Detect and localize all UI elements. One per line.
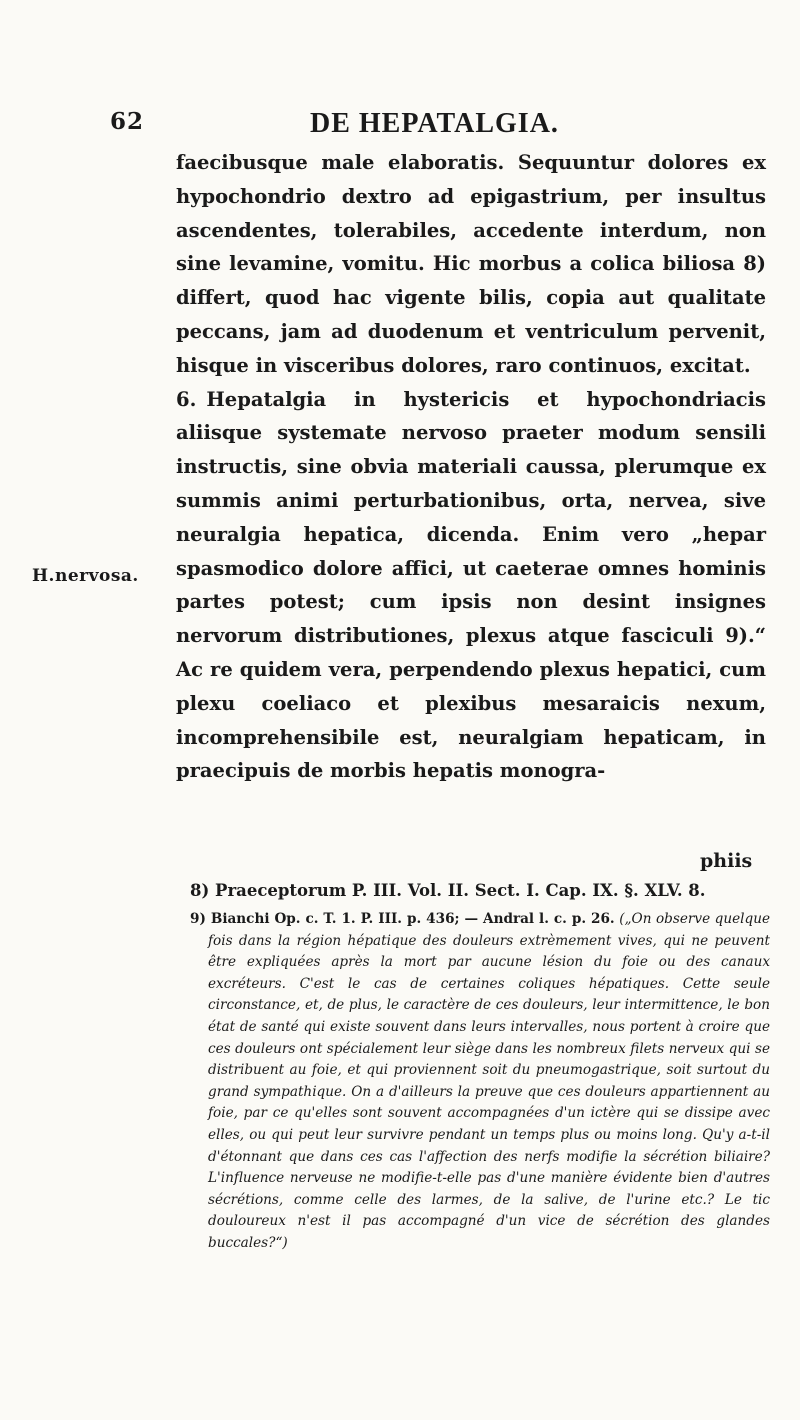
footnote-9-quotation: („On observe quelque fois dans la région hépatique des douleurs extrèmement vives, qui ne peuvent être expliquées après la mort par aucune lésion du foie ou des canaux excréteurs. C'est le cas de certaines coliques hépatiques. Cette seule circonstance, et, de plus, le caractère de ces douleurs, leur intermittence, le bon état de santé qui existe souvent dans leurs intervalles, nous portent à croire que ces douleurs ont spécialement leur siège dans les nombreux filets nerveux qui se distribuent au foie, et qui proviennent soit du pneumogastrique, soit surtout du grand sympathique. On a d'ailleurs la preuve que ces douleurs appartiennent au foie, par ce qu'elles sont souvent accompagnées d'un ictère qui se dissipe avec elles, ou qui peut leur survivre pendant un temps plus ou moins long. Qu'y a-t-il d'étonnant que dans ces cas l'affection des nerfs modifie la sécrétion biliaire? L'influence nerveuse ne modifie-t-elle pas d'une manière évidente bien d'autres sécrétions, comme celle des larmes, de la salive, de l'urine etc.? Le tic douloureux n'est il pas accompagné d'un vice de sécrétion des glandes buccales?“) — [208, 911, 770, 1251]
paragraph-number: 6. — [176, 387, 197, 411]
footnote-9 — [190, 909, 770, 1255]
page-number: 62 — [110, 108, 145, 135]
running-head — [110, 108, 750, 144]
paragraph-continued: faecibusque male elaboratis. Sequuntur dolores ex hypochondrio dextro ad epigastrium, per insultus ascendentes, tolerabiles, accedente interdum, non sine levamine, vomitu. Hic morbus a colica biliosa 8) differt, quod hac vigente bilis, copia aut qualitate peccans, jam ad duodenum et ventriculum pervenit, hisque in visceribus dolores, raro continuos, excitat. — [176, 151, 766, 377]
margin-note: H.nervosa. — [32, 566, 139, 586]
main-text — [176, 146, 766, 788]
catchword: phiis — [700, 850, 753, 872]
footnote-9-para — [190, 909, 770, 1255]
footnote-9-reference: 9) Bianchi Op. c. T. 1. P. III. p. 436; — Andral l. c. p. 26. — [190, 911, 615, 927]
paragraph-6-text: Hepatalgia in hystericis et hypochondriacis aliisque systemate nervoso praeter modum sensili instructis, sine obvia materiali caussa, plerumque ex summis animi perturbationibus, orta, nervea, sive neuralgia hepatica, dicenda. Enim vero „hepar spasmodico dolore affici, ut caeterae omnes hominis partes potest; cum ipsis non desint insignes nervorum distributiones, plexus atque fasciculi 9).“ Ac re quidem vera, perpendendo plexus hepatici, cum plexu coeliaco et plexibus mesaraicis nexum, incomprehensibile est, neuralgiam hepaticam, in praecipuis de morbis hepatis monogra- — [176, 387, 766, 783]
paragraph-6 — [176, 383, 766, 789]
footnote-8: 8) Praeceptorum P. III. Vol. II. Sect. I. Cap. IX. §. XLV. 8. — [190, 881, 706, 900]
running-title: DE HEPATALGIA. — [310, 108, 559, 139]
